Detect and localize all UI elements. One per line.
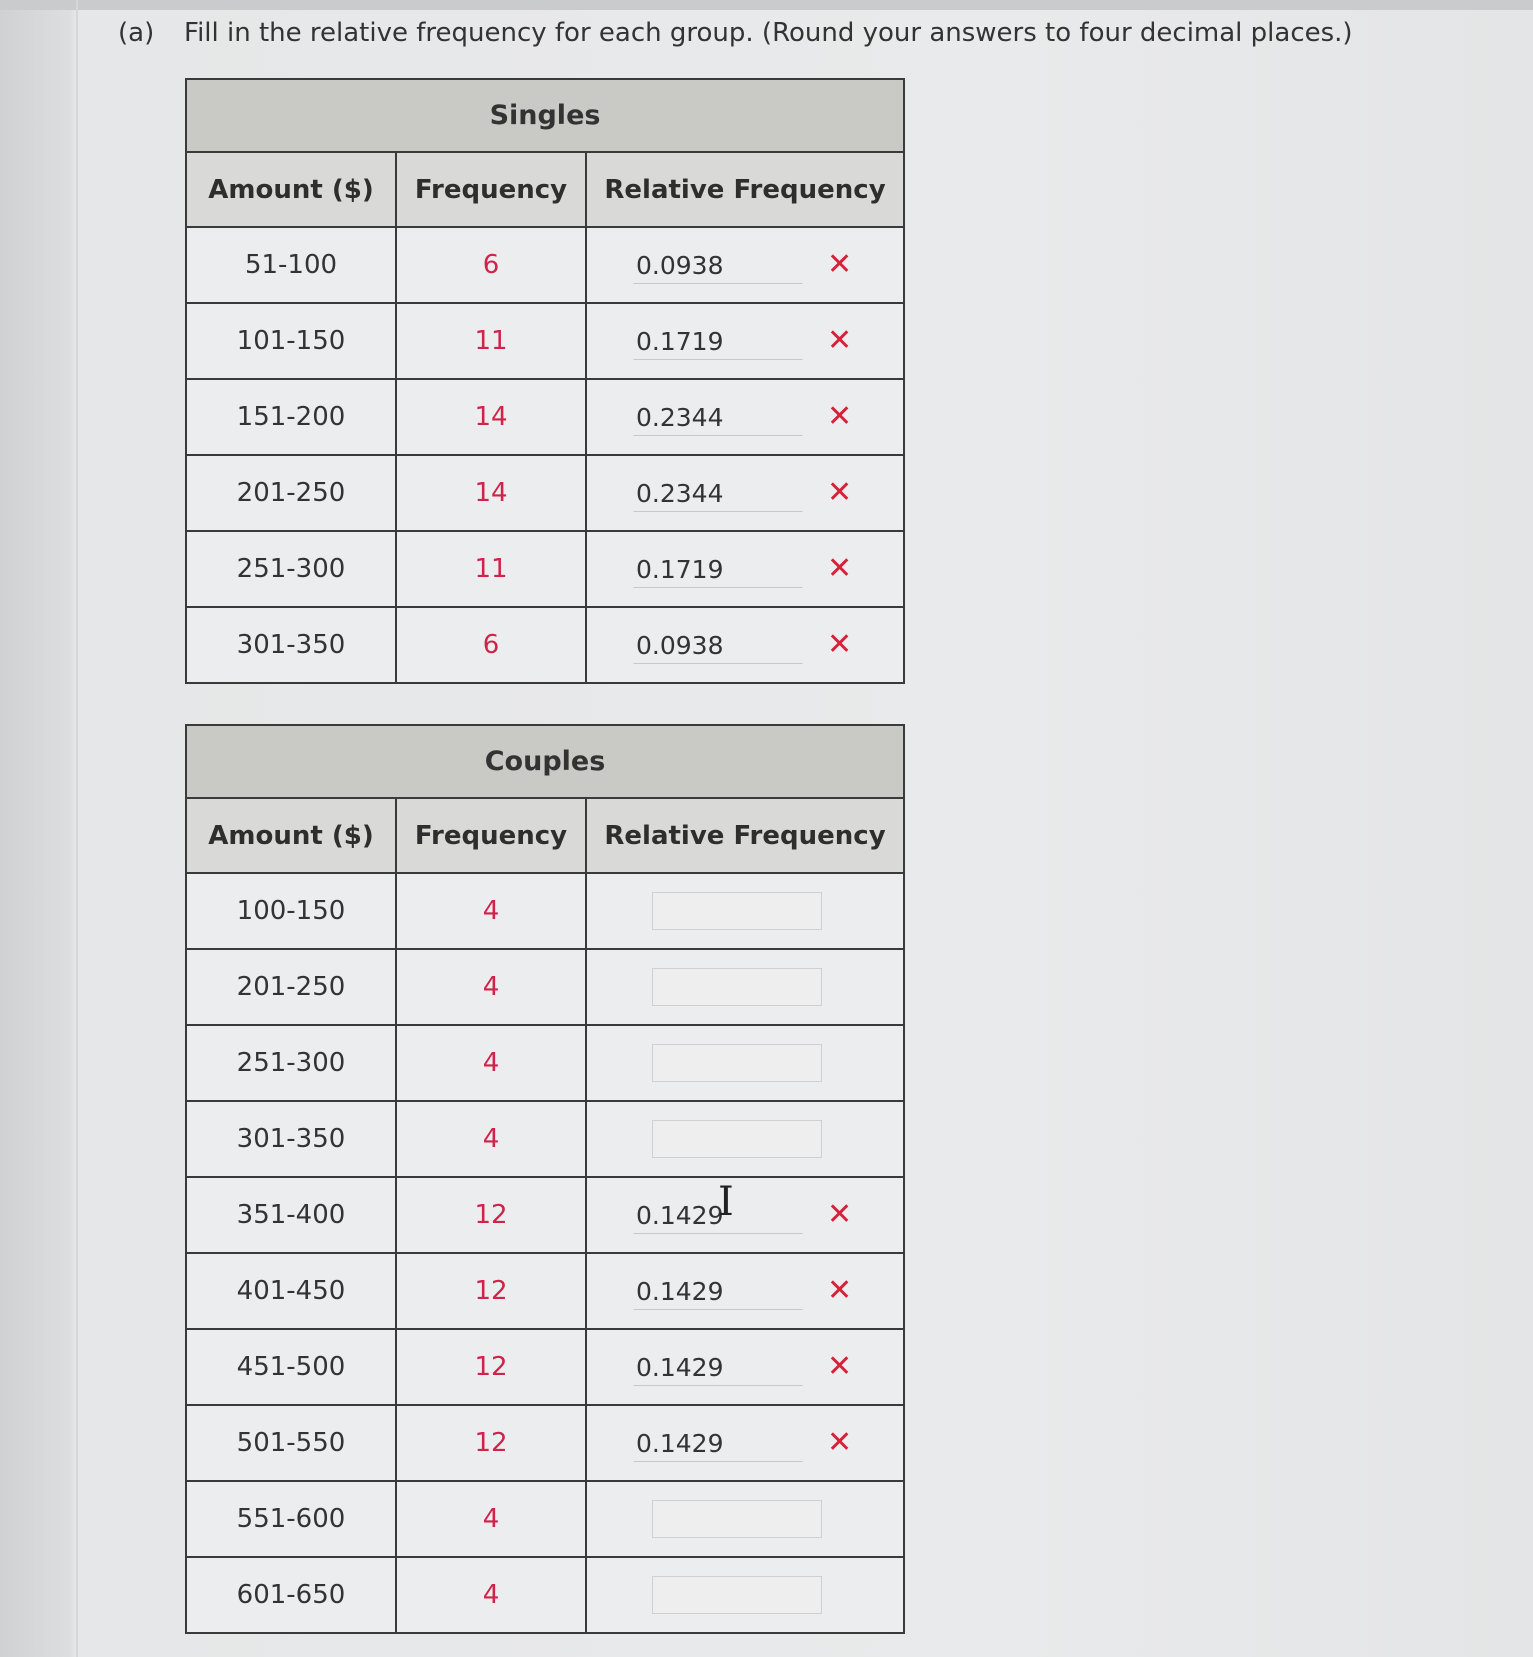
table-row bbox=[186, 227, 904, 303]
couples-title-row bbox=[186, 725, 904, 798]
singles-title: Singles bbox=[186, 79, 904, 152]
table-row bbox=[186, 607, 904, 683]
header-amount: Amount ($) bbox=[186, 798, 396, 873]
x-mark-icon: ✕ bbox=[827, 627, 853, 662]
relative-frequency-cell bbox=[586, 1025, 904, 1101]
x-mark-icon: ✕ bbox=[827, 1197, 853, 1232]
relative-frequency-input[interactable] bbox=[652, 1500, 822, 1538]
amount-cell: 101-150 bbox=[186, 303, 396, 379]
relative-frequency-cell bbox=[586, 1405, 904, 1481]
amount-cell: 51-100 bbox=[186, 227, 396, 303]
header-amount: Amount ($) bbox=[186, 152, 396, 227]
x-mark-icon: ✕ bbox=[827, 1273, 853, 1308]
relative-frequency-input[interactable] bbox=[633, 398, 803, 436]
frequency-cell: 6 bbox=[396, 227, 586, 303]
relative-frequency-input[interactable] bbox=[633, 322, 803, 360]
singles-title-row bbox=[186, 79, 904, 152]
relative-frequency-cell bbox=[586, 455, 904, 531]
table-row bbox=[186, 455, 904, 531]
question-text: Fill in the relative frequency for each group. (Round your answers to four decimal places.) bbox=[184, 18, 1353, 48]
table-row bbox=[186, 303, 904, 379]
relative-frequency-cell bbox=[586, 1177, 904, 1253]
page-top-border bbox=[0, 0, 1533, 10]
amount-cell: 100-150 bbox=[186, 873, 396, 949]
x-mark-icon: ✕ bbox=[827, 247, 853, 282]
x-mark-icon: ✕ bbox=[827, 1349, 853, 1384]
frequency-cell: 12 bbox=[396, 1253, 586, 1329]
x-mark-icon: ✕ bbox=[827, 475, 853, 510]
question-part-label: (a) bbox=[118, 18, 155, 48]
table-row bbox=[186, 949, 904, 1025]
relative-frequency-cell bbox=[586, 303, 904, 379]
frequency-cell: 4 bbox=[396, 873, 586, 949]
amount-cell: 401-450 bbox=[186, 1253, 396, 1329]
amount-cell: 301-350 bbox=[186, 607, 396, 683]
relative-frequency-input[interactable] bbox=[633, 550, 803, 588]
frequency-cell: 14 bbox=[396, 455, 586, 531]
relative-frequency-input[interactable] bbox=[633, 474, 803, 512]
table-row bbox=[186, 531, 904, 607]
amount-cell: 451-500 bbox=[186, 1329, 396, 1405]
relative-frequency-cell bbox=[586, 607, 904, 683]
header-frequency: Frequency bbox=[396, 798, 586, 873]
frequency-cell: 4 bbox=[396, 1025, 586, 1101]
relative-frequency-cell bbox=[586, 1329, 904, 1405]
table-row bbox=[186, 1177, 904, 1253]
frequency-cell: 14 bbox=[396, 379, 586, 455]
x-mark-icon: ✕ bbox=[827, 399, 853, 434]
table-row bbox=[186, 379, 904, 455]
couples-table bbox=[185, 724, 905, 1634]
relative-frequency-input[interactable] bbox=[633, 626, 803, 664]
relative-frequency-input[interactable] bbox=[633, 246, 803, 284]
relative-frequency-cell bbox=[586, 379, 904, 455]
table-row bbox=[186, 873, 904, 949]
table-row bbox=[186, 1253, 904, 1329]
frequency-cell: 12 bbox=[396, 1329, 586, 1405]
header-frequency: Frequency bbox=[396, 152, 586, 227]
header-relative-frequency: Relative Frequency bbox=[586, 798, 904, 873]
relative-frequency-cell bbox=[586, 873, 904, 949]
amount-cell: 251-300 bbox=[186, 1025, 396, 1101]
question-prompt bbox=[118, 18, 1353, 48]
frequency-cell: 6 bbox=[396, 607, 586, 683]
couples-title: Couples bbox=[186, 725, 904, 798]
relative-frequency-input[interactable] bbox=[652, 1120, 822, 1158]
relative-frequency-cell bbox=[586, 227, 904, 303]
amount-cell: 151-200 bbox=[186, 379, 396, 455]
frequency-cell: 11 bbox=[396, 531, 586, 607]
relative-frequency-cell bbox=[586, 1481, 904, 1557]
couples-header-row bbox=[186, 798, 904, 873]
x-mark-icon: ✕ bbox=[827, 551, 853, 586]
relative-frequency-cell bbox=[586, 1253, 904, 1329]
relative-frequency-cell bbox=[586, 1557, 904, 1633]
table-row bbox=[186, 1101, 904, 1177]
relative-frequency-input[interactable] bbox=[652, 968, 822, 1006]
table-row bbox=[186, 1405, 904, 1481]
relative-frequency-cell bbox=[586, 531, 904, 607]
x-mark-icon: ✕ bbox=[827, 323, 853, 358]
amount-cell: 201-250 bbox=[186, 949, 396, 1025]
relative-frequency-input[interactable] bbox=[633, 1348, 803, 1386]
table-row bbox=[186, 1481, 904, 1557]
amount-cell: 251-300 bbox=[186, 531, 396, 607]
relative-frequency-input[interactable] bbox=[633, 1272, 803, 1310]
singles-header-row bbox=[186, 152, 904, 227]
amount-cell: 301-350 bbox=[186, 1101, 396, 1177]
frequency-cell: 4 bbox=[396, 1481, 586, 1557]
frequency-cell: 11 bbox=[396, 303, 586, 379]
table-row bbox=[186, 1557, 904, 1633]
frequency-cell: 4 bbox=[396, 1557, 586, 1633]
table-row bbox=[186, 1025, 904, 1101]
relative-frequency-input[interactable] bbox=[652, 1576, 822, 1614]
table-row bbox=[186, 1329, 904, 1405]
amount-cell: 501-550 bbox=[186, 1405, 396, 1481]
amount-cell: 551-600 bbox=[186, 1481, 396, 1557]
frequency-cell: 12 bbox=[396, 1177, 586, 1253]
amount-cell: 601-650 bbox=[186, 1557, 396, 1633]
relative-frequency-cell bbox=[586, 949, 904, 1025]
relative-frequency-cell bbox=[586, 1101, 904, 1177]
singles-table bbox=[185, 78, 905, 684]
relative-frequency-input[interactable] bbox=[652, 892, 822, 930]
amount-cell: 201-250 bbox=[186, 455, 396, 531]
header-relative-frequency: Relative Frequency bbox=[586, 152, 904, 227]
page-left-border bbox=[76, 0, 78, 1657]
text-cursor-icon: I bbox=[718, 1179, 734, 1225]
amount-cell: 351-400 bbox=[186, 1177, 396, 1253]
relative-frequency-input[interactable] bbox=[633, 1424, 803, 1462]
relative-frequency-input[interactable] bbox=[652, 1044, 822, 1082]
frequency-cell: 4 bbox=[396, 949, 586, 1025]
frequency-cell: 12 bbox=[396, 1405, 586, 1481]
x-mark-icon: ✕ bbox=[827, 1425, 853, 1460]
frequency-cell: 4 bbox=[396, 1101, 586, 1177]
